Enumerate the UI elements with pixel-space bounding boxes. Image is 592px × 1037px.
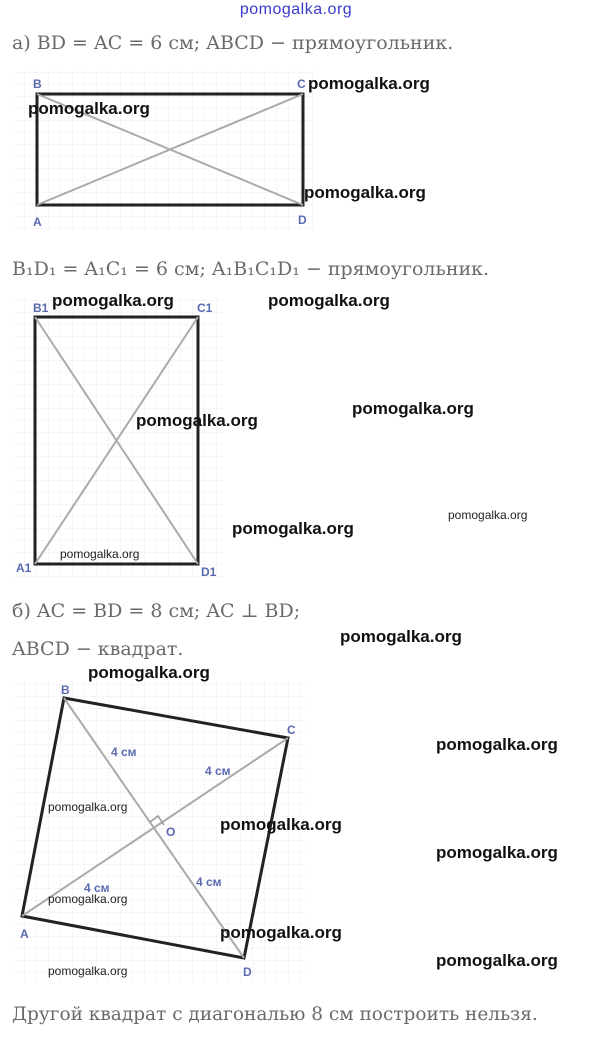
watermark: pomogalka.org [88,663,210,682]
fig3-vertex-c: C [287,723,296,737]
fig3-vertex-b: B [61,683,70,697]
watermark: pomogalka.org [308,74,430,93]
fig3-measure-bo: 4 см [111,745,137,759]
fig1-vertex-c: C [297,77,306,91]
watermark: pomogalka.org [48,800,128,814]
watermark: pomogalka.org [220,815,342,834]
watermark: pomogalka.org [60,547,140,561]
fig3-center-o: O [166,825,176,839]
watermark: pomogalka.org [52,291,174,310]
header-watermark: pomogalka.org [239,1,353,18]
watermark: pomogalka.org [268,291,390,310]
watermark: pomogalka.org [48,964,128,978]
watermark: pomogalka.org [436,843,558,862]
watermark: pomogalka.org [436,735,558,754]
fig3-measure-oc: 4 см [205,764,231,778]
watermark: pomogalka.org [448,508,528,522]
fig2-vertex-d: D1 [201,565,217,579]
fig2-vertex-a: A1 [16,561,32,575]
fig2-vertex-b: B1 [33,301,49,315]
task-b-conclusion: ABCD − квадрат. [12,638,184,660]
watermark: pomogalka.org [232,519,354,538]
watermark: pomogalka.org [220,923,342,942]
watermark: pomogalka.org [436,951,558,970]
task-a-statement: а) BD = AC = 6 см; ABCD − прямоугольник. [12,32,454,54]
watermark: pomogalka.org [48,892,128,906]
fig3-vertex-a: A [20,927,29,941]
watermark: pomogalka.org [28,99,150,118]
fig1-vertex-b: B [33,77,42,91]
watermark: pomogalka.org [352,399,474,418]
watermark: pomogalka.org [304,183,426,202]
fig3-measure-od: 4 см [196,875,222,889]
final-conclusion: Другой квадрат с диагональю 8 см построить нельзя. [12,1004,538,1025]
fig1-vertex-d: D [298,213,307,227]
fig3-measure-ao: 4 см [84,881,110,895]
fig3-vertex-d: D [243,965,252,979]
task-b-statement: б) AC = BD = 8 см; AC ⊥ BD; [12,600,301,622]
watermark: pomogalka.org [340,627,462,646]
fig2-vertex-c: C1 [197,301,213,315]
fig1-vertex-a: A [33,215,42,229]
fig2-grid [14,298,224,580]
task-a1-statement: B₁D₁ = A₁C₁ = 6 см; A₁B₁C₁D₁ − прямоугольник. [12,258,490,280]
watermark: pomogalka.org [136,411,258,430]
